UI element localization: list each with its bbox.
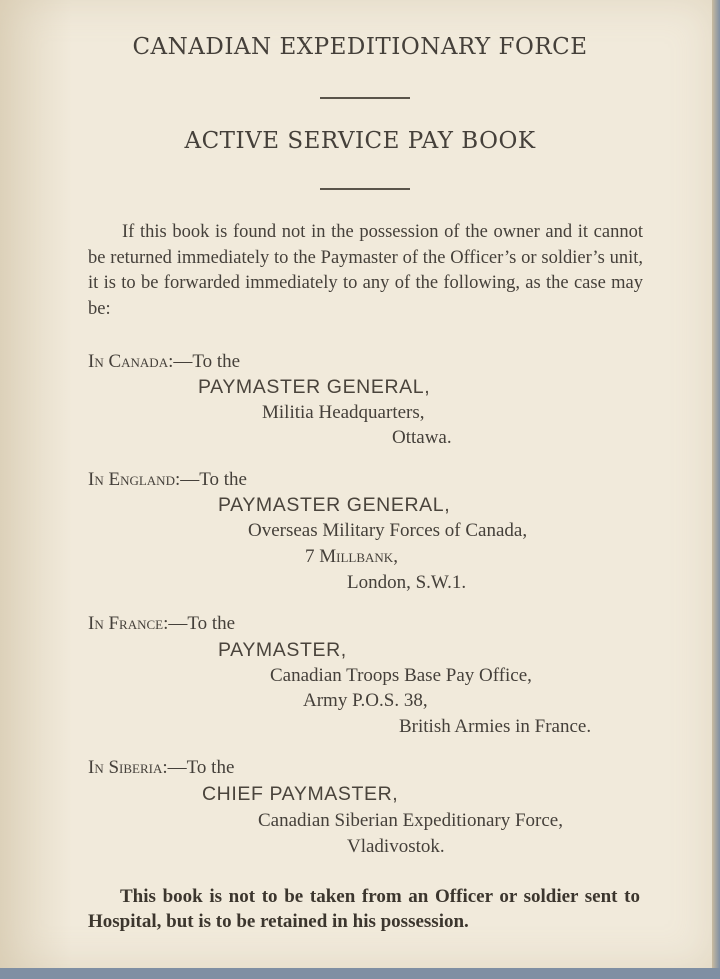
france-to: —To the xyxy=(168,613,236,634)
england-label: In England: xyxy=(88,469,181,490)
england-heading xyxy=(88,469,247,491)
england-address-2: 7 Millbank, xyxy=(305,546,398,567)
france-address-1: Canadian Troops Base Pay Office, xyxy=(270,665,532,686)
canada-to: —To the xyxy=(173,351,241,372)
title-divider xyxy=(320,97,410,99)
france-label: In France: xyxy=(88,613,169,634)
france-address-3: British Armies in France. xyxy=(399,716,592,737)
france-heading xyxy=(88,613,235,635)
siberia-address-2: Vladivostok. xyxy=(347,836,445,857)
footer-notice: This book is not to be taken from an Officer or soldier sent to Hospital, but is to be retained in his possession. xyxy=(88,886,640,932)
england-address-1: Overseas Military Forces of Canada, xyxy=(248,520,528,541)
subtitle-divider xyxy=(320,188,410,190)
siberia-to: —To the xyxy=(167,757,235,778)
canada-heading xyxy=(88,351,240,373)
canada-address-2: Ottawa. xyxy=(392,427,452,448)
france-address-2: Army P.O.S. 38, xyxy=(303,690,428,711)
siberia-office: CHIEF PAYMASTER, xyxy=(202,783,399,805)
siberia-label: In Siberia: xyxy=(88,757,168,778)
canada-label: In Canada: xyxy=(88,351,174,372)
england-office: PAYMASTER GENERAL, xyxy=(218,494,451,516)
page-subtitle: ACTIVE SERVICE PAY BOOK xyxy=(184,128,536,154)
intro-paragraph: If this book is found not in the possession of the owner and it cannot be returned immediately to the Paymaster of the Officer’s or soldier’s unit, it is to be forwarded immediately to any of the following, as the case may be: xyxy=(88,222,643,319)
canada-address-1: Militia Headquarters, xyxy=(262,402,425,423)
canada-office: PAYMASTER GENERAL, xyxy=(198,376,431,398)
siberia-heading xyxy=(88,757,234,779)
england-address-3: London, S.W.1. xyxy=(347,572,467,593)
france-office: PAYMASTER, xyxy=(218,639,347,661)
cover-edge-bottom xyxy=(0,968,720,979)
england-to: —To the xyxy=(180,469,247,490)
siberia-address-1: Canadian Siberian Expeditionary Force, xyxy=(258,810,563,831)
cover-edge-right xyxy=(712,0,720,979)
page-title: CANADIAN EXPEDITIONARY FORCE xyxy=(132,34,588,60)
